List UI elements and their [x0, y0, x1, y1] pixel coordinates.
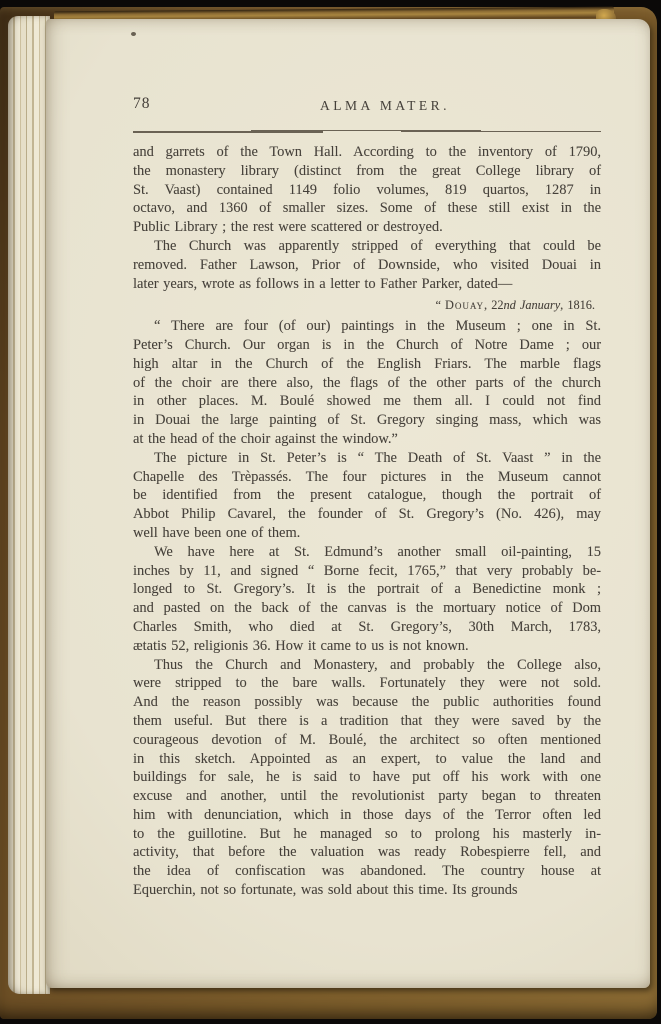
text-line: buildings for sale, he is said to have put off his work with one: [133, 769, 601, 786]
ink-speck: [131, 32, 136, 36]
book-page: [46, 19, 650, 988]
text-line: The Church was apparently stripped of everything that could be: [154, 237, 601, 254]
running-title: ALMA MATER.: [319, 98, 450, 113]
text-line: well have been one of them.: [133, 524, 301, 541]
text-line: be identified from the present catalogue, though the portrait of: [133, 487, 601, 504]
text-line: in this sketch. Appointed as an expert, to value the land and: [133, 750, 601, 767]
text-line: Public Library ; the rest were scattered or destroyed.: [133, 219, 443, 236]
text-line: at the head of the choir against the window.”: [133, 430, 398, 447]
text-line: activity, that before the valuation was ready Robespierre fell, and: [133, 844, 601, 861]
page-header: [133, 95, 601, 119]
paragraph: [133, 143, 601, 237]
text-line: octavo, and 1360 of smaller sizes. Some of these still exist in the: [133, 200, 601, 217]
paragraph: [133, 237, 601, 293]
header-rule: [133, 129, 601, 133]
text-line: the monastery library (distinct from the great College library of: [133, 162, 601, 179]
text-line: Chapelle des Trèpassés. The four pictures in the Museum cannot: [133, 468, 601, 485]
text-line: Thus the Church and Monastery, and probably the College also,: [154, 656, 601, 673]
text-line: high altar in the Church of the English Friars. The marble flags: [133, 355, 601, 372]
text-line: inches by 11, and signed “ Borne fecit, 1765,” that very probably be-: [133, 562, 601, 579]
text-line: him with denunciation, which in those days of the Terror often led: [133, 806, 601, 823]
paragraph: [133, 656, 601, 900]
text-line: the idea of confiscation was abandoned. The country house at: [133, 863, 601, 880]
printed-content: [133, 95, 601, 900]
text-line: and pasted on the back of the canvas is the mortuary notice of Dom: [133, 600, 601, 617]
text-line: St. Vaast) contained 1149 folio volumes, 819 quartos, 1287 in: [133, 181, 601, 198]
text-line: courageous devotion of M. Boulé, the architect so often mentioned: [133, 731, 601, 748]
text-line: later years, wrote as follows in a letter to Father Parker, dated—: [133, 275, 513, 292]
text-line: And the reason possibly was because the public authorities found: [133, 694, 601, 711]
text-line: We have here at St. Edmund’s another small oil-painting, 15: [154, 543, 601, 560]
text-line: excuse and another, until the revolutionist party began to threaten: [133, 788, 601, 805]
text-line: Abbot Philip Cavarel, the founder of St. Gregory’s (No. 426), may: [133, 506, 601, 523]
text-line: ætatis 52, religionis 36. How it came to us is not known.: [133, 637, 469, 654]
text-line: Charles Smith, who died at St. Gregory’s, 30th March, 1783,: [133, 618, 601, 635]
text-line: were stripped to the bare walls. Fortunately they were not sold.: [133, 675, 601, 692]
page-number: 78: [133, 95, 151, 112]
letter-dateline: “ Douay, 22nd January, 1816.: [435, 298, 595, 313]
text-line: “ There are four (of our) paintings in the Museum ; one in St.: [154, 318, 601, 335]
text-line: them useful. But there is a tradition that they were saved by the: [133, 712, 601, 729]
text-line: Equerchin, not so fortunate, was sold about this time. Its grounds: [133, 882, 518, 899]
text-line: Peter’s Church. Our organ is in the Church of Notre Dame ; our: [133, 336, 601, 353]
text-line: of the choir are there also, the flags of the other parts of the church: [133, 374, 601, 391]
text-line: in other places. M. Boulé showed me them all. I could not find: [133, 393, 601, 410]
text-line: longed to St. Gregory’s. It is the portrait of a Benedictine monk ;: [133, 581, 601, 598]
page-edge-stack: [8, 16, 50, 994]
text-line: and garrets of the Town Hall. According to the inventory of 1790,: [133, 144, 601, 160]
paragraph: [133, 543, 601, 656]
page-body: [133, 143, 601, 900]
text-line: to the guillotine. But he managed so to prolong his masterly in-: [133, 825, 601, 842]
paragraph: [133, 317, 601, 449]
text-line: removed. Father Lawson, Prior of Downside, who visited Douai in: [133, 256, 601, 273]
text-line: in Douai the large painting of St. Gregory singing mass, which was: [133, 412, 601, 429]
text-line: The picture in St. Peter’s is “ The Death of St. Vaast ” in the: [154, 449, 601, 466]
paragraph: [133, 449, 601, 543]
